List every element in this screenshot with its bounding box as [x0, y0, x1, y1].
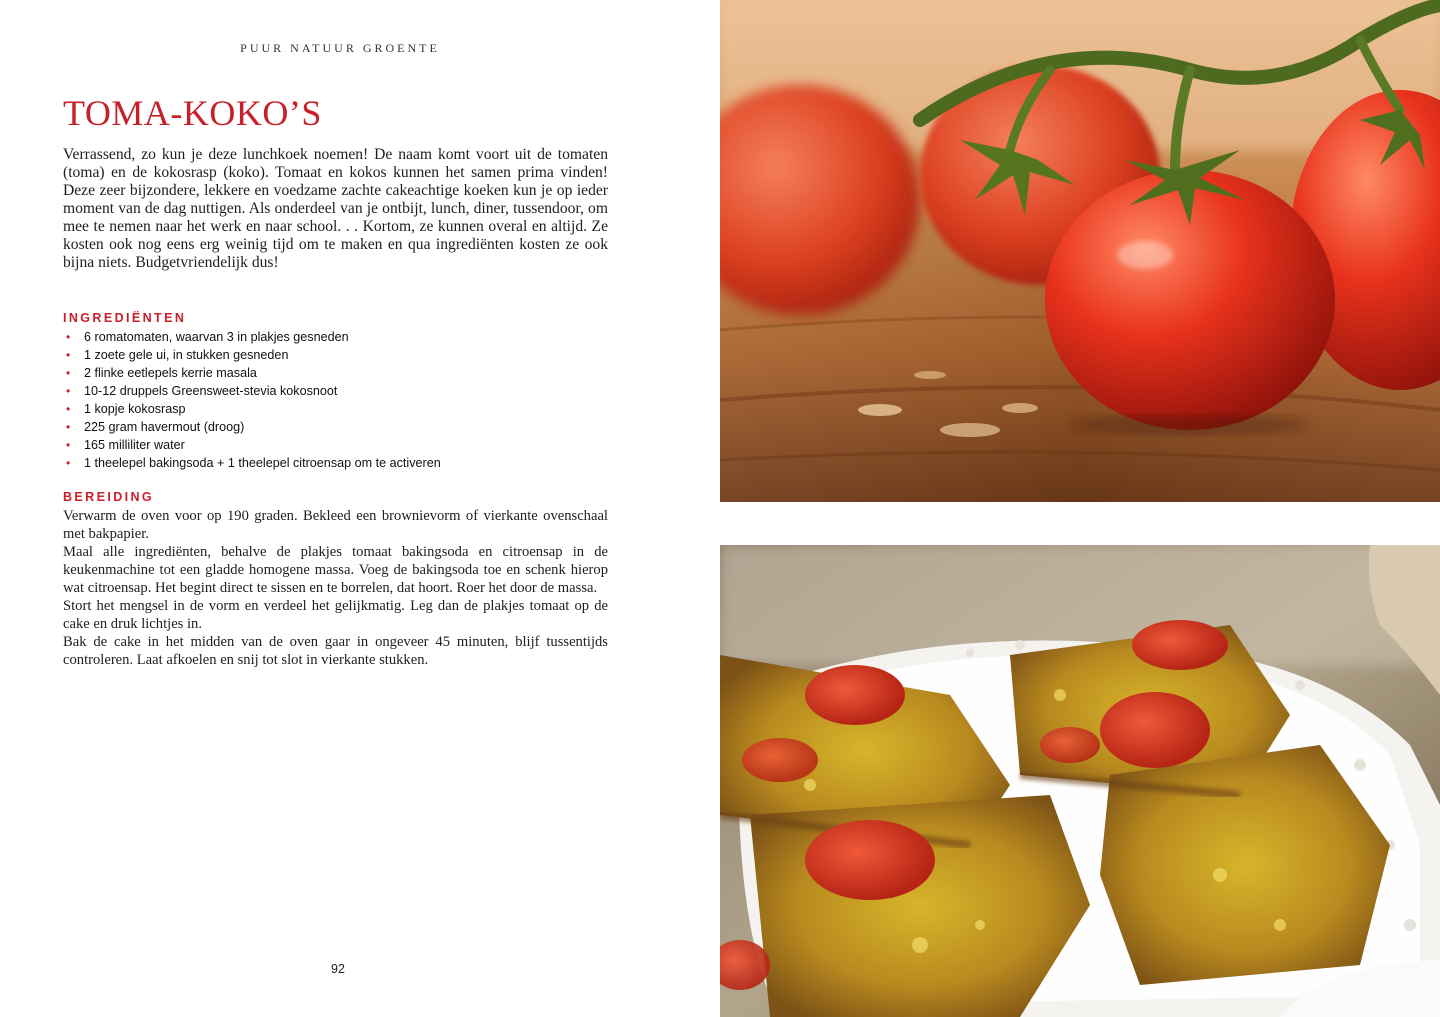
toma-koko-photo — [720, 545, 1440, 1017]
running-header: PUUR NATUUR GROENTE — [240, 41, 440, 55]
preparation-step: Bak de cake in het midden van de oven gaar in ongeveer 45 minuten, blijf tussentijds controleren. Laat afkoelen en snij tot slot in vierkante stukken. — [63, 634, 608, 668]
bullet-icon: • — [66, 384, 71, 398]
ingredient-item — [63, 436, 441, 454]
ingredient-item — [63, 454, 441, 472]
preparation-step: Maal alle ingrediënten, behalve de plakjes tomaat bakingsoda en citroensap in de keukenmachine tot een gladde homogene massa. Voeg de bakingsoda toe en schenk hierop wat citroensap. Het begint direct te sissen en te borrelen, dat hoort. Roer het door de massa. — [63, 544, 608, 596]
ingredient-text: 165 milliliter water — [84, 438, 185, 452]
ingredient-item — [63, 382, 441, 400]
ingredient-text: 225 gram havermout (droog) — [84, 420, 245, 434]
bullet-icon: • — [66, 366, 71, 380]
tomatoes-photo — [720, 0, 1440, 502]
ingredients-list — [63, 328, 441, 472]
preparation-steps — [63, 507, 608, 669]
ingredient-item — [63, 400, 441, 418]
recipe-title: TOMA-KOKO’S — [63, 93, 322, 133]
page-number: 92 — [331, 962, 345, 976]
recipe-intro: Verrassend, zo kun je deze lunchkoek noemen! De naam komt voort uit de tomaten (toma) en de kokosrasp (koko). Tomaat en kokos kunnen het samen prima vinden! Deze zeer bijzondere, lekkere en voedzame zachte cakeachtige koeken kun je op ieder moment van de dag nuttigen. Als onderdeel van je ontbijt, lunch, diner, tussendoor, om mee te nemen naar het werk en naar school. . . Kortom, ze kunnen overal en altijd. Ze kosten ook nog eens erg weinig tijd om te maken en qua ingrediënten kosten ze ook bijna niets. Budgetvriendelijk dus! — [63, 146, 608, 271]
ingredient-item — [63, 364, 441, 382]
ingredient-item — [63, 418, 441, 436]
preparation-heading: BEREIDING — [63, 490, 155, 504]
ingredient-text: 1 theelepel bakingsoda + 1 theelepel citroensap om te activeren — [84, 456, 441, 470]
ingredient-text: 1 kopje kokosrasp — [84, 402, 186, 416]
bullet-icon: • — [66, 438, 71, 452]
bullet-icon: • — [66, 402, 71, 416]
preparation-step: Verwarm de oven voor op 190 graden. Bekleed een brownievorm of vierkante ovenschaal met bakpapier. — [63, 508, 608, 542]
ingredient-item — [63, 346, 441, 364]
ingredient-text: 10-12 druppels Greensweet-stevia kokosnoot — [84, 384, 338, 398]
text-page — [0, 0, 680, 1017]
bullet-icon: • — [66, 330, 71, 344]
ingredients-heading: INGREDIËNTEN — [63, 311, 187, 325]
ingredient-text: 2 flinke eetlepels kerrie masala — [84, 366, 257, 380]
ingredient-item — [63, 328, 441, 346]
bullet-icon: • — [66, 456, 71, 470]
bullet-icon: • — [66, 420, 71, 434]
bullet-icon: • — [66, 348, 71, 362]
ingredient-text: 6 romatomaten, waarvan 3 in plakjes gesneden — [84, 330, 349, 344]
preparation-step: Stort het mengsel in de vorm en verdeel het gelijkmatig. Leg dan de plakjes tomaat op de cake en druk lichtjes in. — [63, 598, 608, 632]
ingredient-text: 1 zoete gele ui, in stukken gesneden — [84, 348, 289, 362]
